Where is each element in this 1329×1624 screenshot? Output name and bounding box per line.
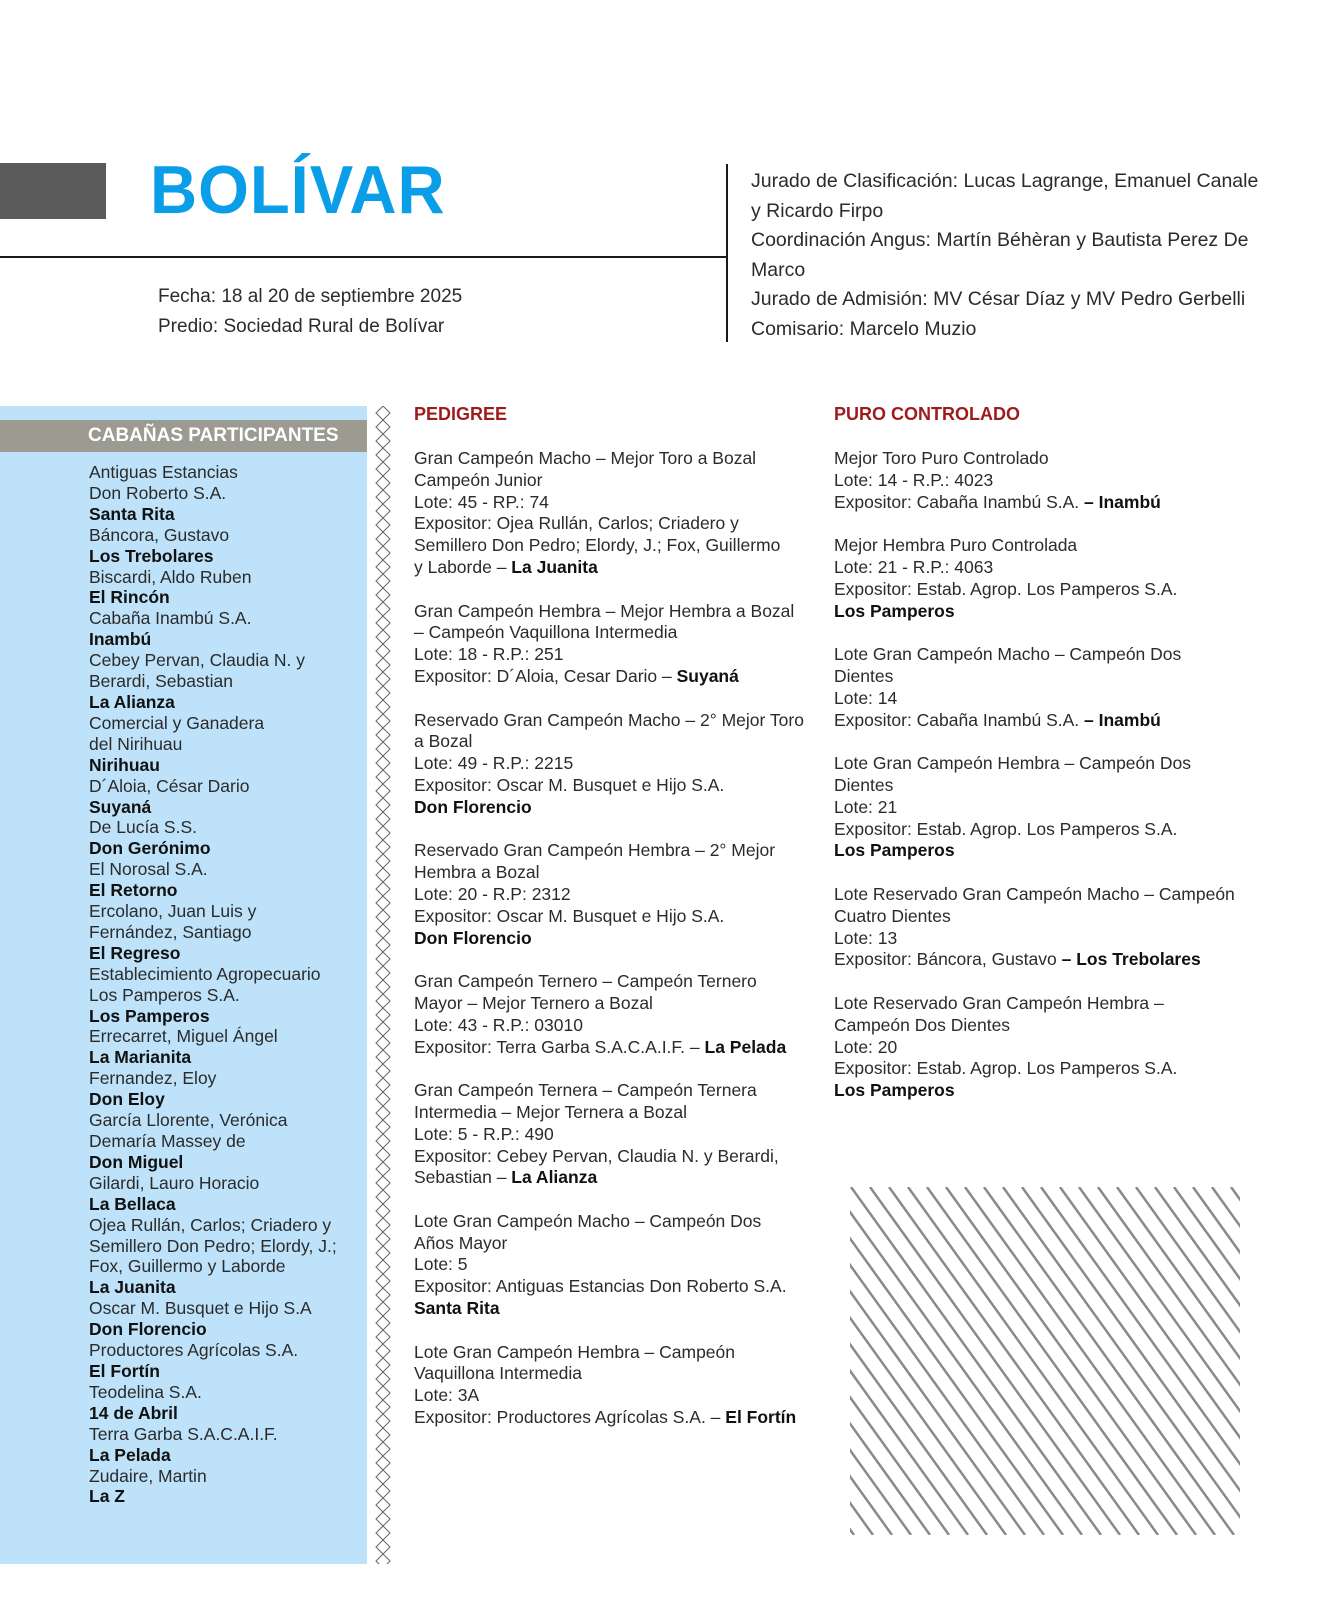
award-exhibitor-line	[834, 601, 1254, 623]
jury-line: Comisario: Marcelo Muzio	[751, 317, 977, 340]
cabana-owner: Biscardi, Aldo Ruben	[89, 566, 252, 587]
award-entry	[414, 840, 809, 949]
award-line: Expositor: Oscar M. Busquet e Hijo S.A.	[414, 905, 725, 926]
award-exhibitor-text: Sebastian –	[414, 1167, 512, 1188]
event-venue: Predio: Sociedad Rural de Bolívar	[158, 316, 445, 337]
cabana-owner: D´Aloia, César Dario	[89, 775, 250, 796]
jury-line: Jurado de Admisión: MV César Díaz y MV Pedro Gerbelli	[751, 288, 1246, 310]
header-divider-vertical	[726, 164, 728, 342]
award-cabana-name: Don Florencio	[414, 927, 532, 948]
cabana-owner: Los Pamperos S.A.	[89, 984, 240, 1005]
award-line: Lote: 18 - R.P.: 251	[414, 644, 564, 665]
cabana-owner: García Llorente, Verónica	[89, 1110, 288, 1131]
puro-controlado-title: PURO CONTROLADO	[834, 404, 1020, 424]
sidebar-title	[0, 420, 367, 452]
award-line: Hembra a Bozal	[414, 862, 540, 883]
award-line: Lote: 21	[834, 796, 898, 817]
cabana-name: Los Trebolares	[89, 545, 214, 566]
zigzag-border-decoration	[372, 406, 394, 1564]
cabana-owner: Don Roberto S.A.	[89, 482, 227, 503]
award-entry	[414, 601, 809, 688]
award-line: Vaquillona Intermedia	[414, 1363, 582, 1384]
cabana-name: Don Eloy	[89, 1089, 165, 1110]
award-line: Campeón Dos Dientes	[834, 1014, 1011, 1035]
award-line: Expositor: Estab. Agrop. Los Pamperos S.A.	[834, 1058, 1178, 1079]
award-cabana-name: La Pelada	[704, 1036, 787, 1057]
award-line: Reservado Gran Campeón Hembra – 2° Mejor	[414, 840, 776, 861]
award-line: Gran Campeón Macho – Mejor Toro a Bozal	[414, 448, 757, 468]
cabana-name: Nirihuau	[89, 754, 160, 775]
award-line: Expositor: Ojea Rullán, Carlos; Criadero y	[414, 513, 739, 534]
award-line: Expositor: Estab. Agrop. Los Pamperos S.A.	[834, 578, 1178, 599]
award-line: Lote: 20	[834, 1036, 898, 1057]
cabana-owner: Errecarret, Miguel Ángel	[89, 1026, 278, 1047]
cabana-owner: Fernandez, Eloy	[89, 1068, 217, 1089]
award-exhibitor-line	[834, 492, 1254, 514]
award-entry	[414, 1211, 809, 1320]
award-line: Lote: 43 - R.P.: 03010	[414, 1014, 583, 1035]
award-exhibitor-line	[414, 797, 809, 819]
cabana-owner: Fox, Guillermo y Laborde	[89, 1256, 286, 1277]
award-entry	[414, 1342, 809, 1429]
cabana-owner: Berardi, Sebastian	[89, 671, 233, 692]
award-cabana-name: Don Florencio	[414, 796, 532, 817]
award-line: Gran Campeón Ternero – Campeón Ternero	[414, 971, 757, 992]
award-line: Lote Gran Campeón Macho – Campeón Dos	[834, 644, 1182, 665]
pedigree-awards	[414, 448, 809, 1429]
award-entry	[834, 448, 1254, 513]
cabana-owner: El Norosal S.A.	[89, 859, 208, 880]
award-line: a Bozal	[414, 731, 473, 752]
award-entry	[834, 753, 1254, 862]
award-cabana-name: Los Pamperos	[834, 1080, 955, 1101]
cabana-owner: Oscar M. Busquet e Hijo S.A	[89, 1298, 312, 1319]
award-line: Expositor: Estab. Agrop. Los Pamperos S.A.	[834, 818, 1178, 839]
award-cabana-name: – Los Trebolares	[1061, 949, 1201, 970]
award-entry	[414, 448, 809, 579]
event-date: Fecha: 18 al 20 de septiembre 2025	[158, 286, 463, 307]
puro-controlado-column	[834, 403, 1254, 1124]
jury-info	[751, 167, 1271, 344]
header-divider-horizontal	[0, 256, 728, 258]
award-line: Reservado Gran Campeón Macho – 2° Mejor Toro	[414, 709, 804, 730]
award-line: Gran Campeón Hembra – Mejor Hembra a Bozal	[414, 600, 795, 621]
award-cabana-name: Santa Rita	[414, 1298, 500, 1319]
award-line: Lote Gran Campeón Macho – Campeón Dos	[414, 1210, 762, 1231]
award-cabana-name: La Alianza	[511, 1167, 598, 1188]
cabana-name: La Alianza	[89, 691, 175, 712]
award-line: Dientes	[834, 665, 894, 686]
award-entry	[414, 710, 809, 819]
cabana-name: La Pelada	[89, 1444, 171, 1465]
cabana-owner: Establecimiento Agropecuario	[89, 963, 321, 984]
award-line: Lote: 45 - RP.: 74	[414, 491, 549, 512]
award-line: Lote Gran Campeón Hembra – Campeón Dos	[834, 753, 1191, 774]
award-entry	[834, 884, 1254, 971]
award-cabana-name: Los Pamperos	[834, 840, 955, 861]
cabana-name: Los Pamperos	[89, 1005, 210, 1026]
cabana-name: El Rincón	[89, 587, 170, 608]
award-exhibitor-text: Expositor: D´Aloia, Cesar Dario –	[414, 665, 677, 686]
award-line: Lote: 5	[414, 1254, 468, 1275]
award-exhibitor-text: y Laborde –	[414, 556, 512, 577]
cabana-owner: Teodelina S.A.	[89, 1381, 202, 1402]
award-cabana-name: Suyaná	[676, 665, 739, 686]
cabana-owner: Antiguas Estancias	[89, 462, 238, 482]
cabana-owner: De Lucía S.S.	[89, 817, 197, 838]
cabana-owner: del Nirihuau	[89, 733, 183, 754]
cabana-owner: Demaría Massey de	[89, 1131, 246, 1151]
award-line: Dientes	[834, 774, 894, 795]
award-line: Lote Reservado Gran Campeón Macho – Campeón	[834, 883, 1235, 904]
award-line: Lote Reservado Gran Campeón Hembra –	[834, 992, 1164, 1013]
jury-line: Coordinación Angus: Martín Béhèran y Bautista Perez De Marco	[751, 229, 1249, 281]
award-entry	[834, 993, 1254, 1102]
award-line: Lote: 49 - R.P.: 2215	[414, 753, 574, 774]
award-cabana-name: Los Pamperos	[834, 600, 955, 621]
award-exhibitor-line	[834, 1080, 1254, 1102]
award-exhibitor-line	[414, 1298, 809, 1320]
cabana-name: La Juanita	[89, 1277, 176, 1298]
pedigree-title: PEDIGREE	[414, 404, 508, 424]
award-exhibitor-line	[414, 557, 809, 579]
cabana-owner: Gilardi, Lauro Horacio	[89, 1172, 260, 1193]
award-line: Semillero Don Pedro; Elordy, J.; Fox, Guillermo	[414, 535, 781, 556]
award-exhibitor-text: Expositor: Productores Agrícolas S.A. –	[414, 1407, 726, 1428]
award-exhibitor-line	[834, 710, 1254, 732]
cabana-name: El Retorno	[89, 880, 178, 901]
award-line: Mayor – Mejor Ternero a Bozal	[414, 992, 653, 1013]
award-entry	[834, 535, 1254, 622]
jury-line: Jurado de Clasificación: Lucas Lagrange, Emanuel Canale y Ricardo Firpo	[751, 170, 1259, 222]
cabana-name: Don Florencio	[89, 1319, 207, 1340]
cabanas-list	[89, 462, 364, 1507]
award-line: Lote: 14	[834, 687, 898, 708]
award-line: Expositor: Antiguas Estancias Don Roberto S.A.	[414, 1276, 787, 1297]
award-line: Campeón Junior	[414, 469, 543, 490]
cabanas-sidebar	[0, 406, 367, 1564]
pedigree-column	[414, 403, 809, 1451]
award-exhibitor-line	[414, 1407, 809, 1429]
award-cabana-name: La Juanita	[511, 556, 598, 577]
award-line: Lote: 5 - R.P.: 490	[414, 1123, 554, 1144]
cabana-name: Don Gerónimo	[89, 838, 211, 859]
award-cabana-name: – Inambú	[1084, 709, 1161, 730]
award-cabana-name: El Fortín	[725, 1407, 797, 1428]
puro-controlado-awards	[834, 448, 1254, 1102]
award-line: – Campeón Vaquillona Intermedia	[414, 622, 678, 643]
cabana-owner: Productores Agrícolas S.A.	[89, 1340, 299, 1361]
cabana-owner: Ercolano, Juan Luis y	[89, 901, 257, 922]
award-entry	[414, 1080, 809, 1189]
cabana-owner: Terra Garba S.A.C.A.I.F.	[89, 1423, 278, 1444]
cabana-owner: Cebey Pervan, Claudia N. y	[89, 650, 305, 671]
cabana-name: El Regreso	[89, 942, 181, 963]
cabana-owner: Comercial y Ganadera	[89, 712, 265, 733]
cabana-name: La Z	[89, 1486, 125, 1507]
award-exhibitor-text: Expositor: Terra Garba S.A.C.A.I.F. –	[414, 1036, 705, 1057]
award-line: Gran Campeón Ternera – Campeón Ternera	[414, 1080, 757, 1101]
award-line: Lote: 13	[834, 927, 898, 948]
cabana-owner: Fernández, Santiago	[89, 921, 252, 942]
award-line: Intermedia – Mejor Ternera a Bozal	[414, 1101, 688, 1122]
award-exhibitor-line	[834, 840, 1254, 862]
award-line: Mejor Hembra Puro Controlada	[834, 535, 1078, 556]
cabana-name: Suyaná	[89, 796, 152, 817]
award-line: Lote: 3A	[414, 1385, 480, 1406]
award-entry	[834, 644, 1254, 731]
header-gray-block	[0, 163, 106, 219]
award-exhibitor-line	[414, 666, 809, 688]
diagonal-hatch-decoration	[850, 1187, 1240, 1535]
cabana-name: La Marianita	[89, 1047, 192, 1068]
sidebar-title-text: CABAÑAS PARTICIPANTES	[88, 425, 339, 446]
award-line: Años Mayor	[414, 1232, 508, 1253]
cabana-name: La Bellaca	[89, 1193, 176, 1214]
award-exhibitor-text: Expositor: Cabaña Inambú S.A.	[834, 491, 1084, 512]
award-exhibitor-text: Expositor: Cabaña Inambú S.A.	[834, 709, 1084, 730]
award-line: Lote: 14 - R.P.: 4023	[834, 469, 994, 490]
award-cabana-name: – Inambú	[1084, 491, 1161, 512]
award-exhibitor-line	[414, 1167, 809, 1189]
cabana-owner: Ojea Rullán, Carlos; Criadero y	[89, 1214, 332, 1235]
award-line: Lote: 20 - R.P: 2312	[414, 883, 571, 904]
award-line: Lote: 21 - R.P.: 4063	[834, 556, 994, 577]
cabana-name: 14 de Abril	[89, 1402, 178, 1423]
award-exhibitor-line	[414, 928, 809, 950]
award-line: Expositor: Oscar M. Busquet e Hijo S.A.	[414, 774, 725, 795]
cabana-owner: Cabaña Inambú S.A.	[89, 608, 252, 629]
award-entry	[414, 971, 809, 1058]
page-title: BOLÍVAR	[150, 152, 446, 228]
award-line: Lote Gran Campeón Hembra – Campeón	[414, 1341, 736, 1362]
cabana-owner: Zudaire, Martin	[89, 1465, 207, 1486]
cabana-owner: Báncora, Gustavo	[89, 524, 230, 545]
award-line: Expositor: Cebey Pervan, Claudia N. y Berardi,	[414, 1145, 779, 1166]
award-exhibitor-line	[834, 949, 1254, 971]
award-exhibitor-line	[414, 1037, 809, 1059]
cabana-owner: Semillero Don Pedro; Elordy, J.;	[89, 1235, 337, 1256]
cabana-name: Inambú	[89, 629, 152, 650]
award-line: Mejor Toro Puro Controlado	[834, 448, 1049, 468]
award-exhibitor-text: Expositor: Báncora, Gustavo	[834, 949, 1062, 970]
cabana-name: Don Miguel	[89, 1151, 184, 1172]
cabana-name: Santa Rita	[89, 503, 175, 524]
award-line: Cuatro Dientes	[834, 905, 951, 926]
cabana-name: El Fortín	[89, 1360, 160, 1381]
event-info	[158, 282, 462, 342]
